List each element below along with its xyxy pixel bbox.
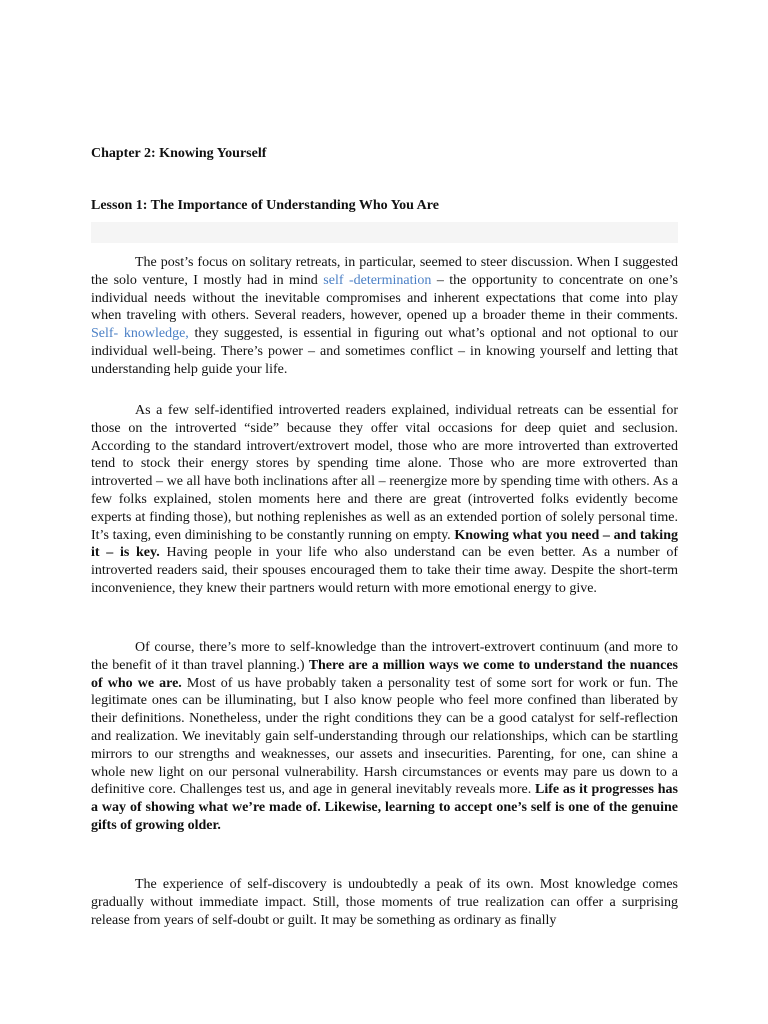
paragraph-3-text-b: Most of us have probably taken a personality test of some sort for work or fun. The legitimate ones can be illuminating, but I also know people who feel more confined than liberated by their definitions. Nonetheless, under the right conditions they can be a good catalyst for self-reflection and realization. We inevitably gain self-understanding through our relationships, which can be startling mirrors to our strengths and weaknesses, our assets and insecurities. Parenting, for one, can shine a whole new light on our personal vulnerability. Harsh circumstances or events may pare us down to a definitive core. Challenges test us, and age in general inevitably reveals more. bbox=[91, 675, 679, 798]
shaded-blank-line bbox=[91, 222, 678, 243]
self-determination-link[interactable]: self -determination bbox=[323, 272, 432, 288]
paragraph-3-text-a: Of course, there’s more to self-knowledge than the introvert-extrovert continuum (and more to the benefit of it than travel planning.) bbox=[91, 640, 678, 673]
paragraph-3 bbox=[91, 639, 678, 835]
paragraph-2-text-b: Having people in your life who also understand can be even better. As a number of introverted readers said, their spouses encouraged them to take their time away. Despite the short-term inconvenience, they knew their partners would return with more emotional energy to give. bbox=[91, 545, 679, 596]
paragraph-2-text-a: As a few self-identified introverted readers explained, individual retreats can be essential for those on the introverted “side” because they offer vital occasions for deep quiet and seclusion. According to the standard introvert/extrovert model, those who are more introverted than extroverted tend to stock their energy stores by spending time alone. Those who are more extroverted than introverted – we all have both inclinations after all – reenergize more by spending time with others. As a few folks explained, stolen moments here and there are great (introverted folks evidently become experts at finding those), but nothing replenishes as well as an extended portion of solely personal time. It’s taxing, even diminishing to be constantly running on empty. bbox=[91, 403, 678, 543]
chapter-title: Chapter 2: Knowing Yourself bbox=[91, 146, 267, 161]
paragraph-1-text-b: – the opportunity to concentrate on one’s individual needs without the inevitable compromises and inherent expectations that come into play when traveling with others. Several readers, however, opened up a broader theme in their comments. bbox=[91, 272, 678, 324]
paragraph-2-bold: Knowing what you need – and taking it – is key. bbox=[91, 527, 678, 561]
paragraph-1-text-c: they suggested, is essential in figuring out what’s optional and not optional to our individual well-being. There’s power – and sometimes conflict – in knowing yourself and letting that understanding help guide your life. bbox=[91, 326, 678, 377]
paragraph-3-bold-b: Life as it progresses has a way of showing what we’re made of. Likewise, learning to accept one’s self is one of the genuine gifts of growing older. bbox=[91, 782, 678, 833]
paragraph-1 bbox=[91, 254, 678, 379]
paragraph-1-text-a: The post’s focus on solitary retreats, in particular, seemed to steer discussion. When I suggested the solo venture, I mostly had in mind bbox=[91, 255, 678, 288]
paragraph-3-bold-a: There are a million ways we come to understand the nuances of who we are. bbox=[91, 657, 678, 691]
self-knowledge-link[interactable]: Self- knowledge, bbox=[91, 326, 189, 342]
lesson-title: Lesson 1: The Importance of Understanding Who You Are bbox=[91, 198, 439, 213]
paragraph-4-text: The experience of self-discovery is undoubtedly a peak of its own. Most knowledge comes gradually without immediate impact. Still, those moments of true realization can offer a surprising release from years of self-doubt or guilt. It may be something as ordinary as finally bbox=[91, 877, 678, 928]
paragraph-2 bbox=[91, 402, 678, 598]
paragraph-4 bbox=[91, 876, 678, 930]
